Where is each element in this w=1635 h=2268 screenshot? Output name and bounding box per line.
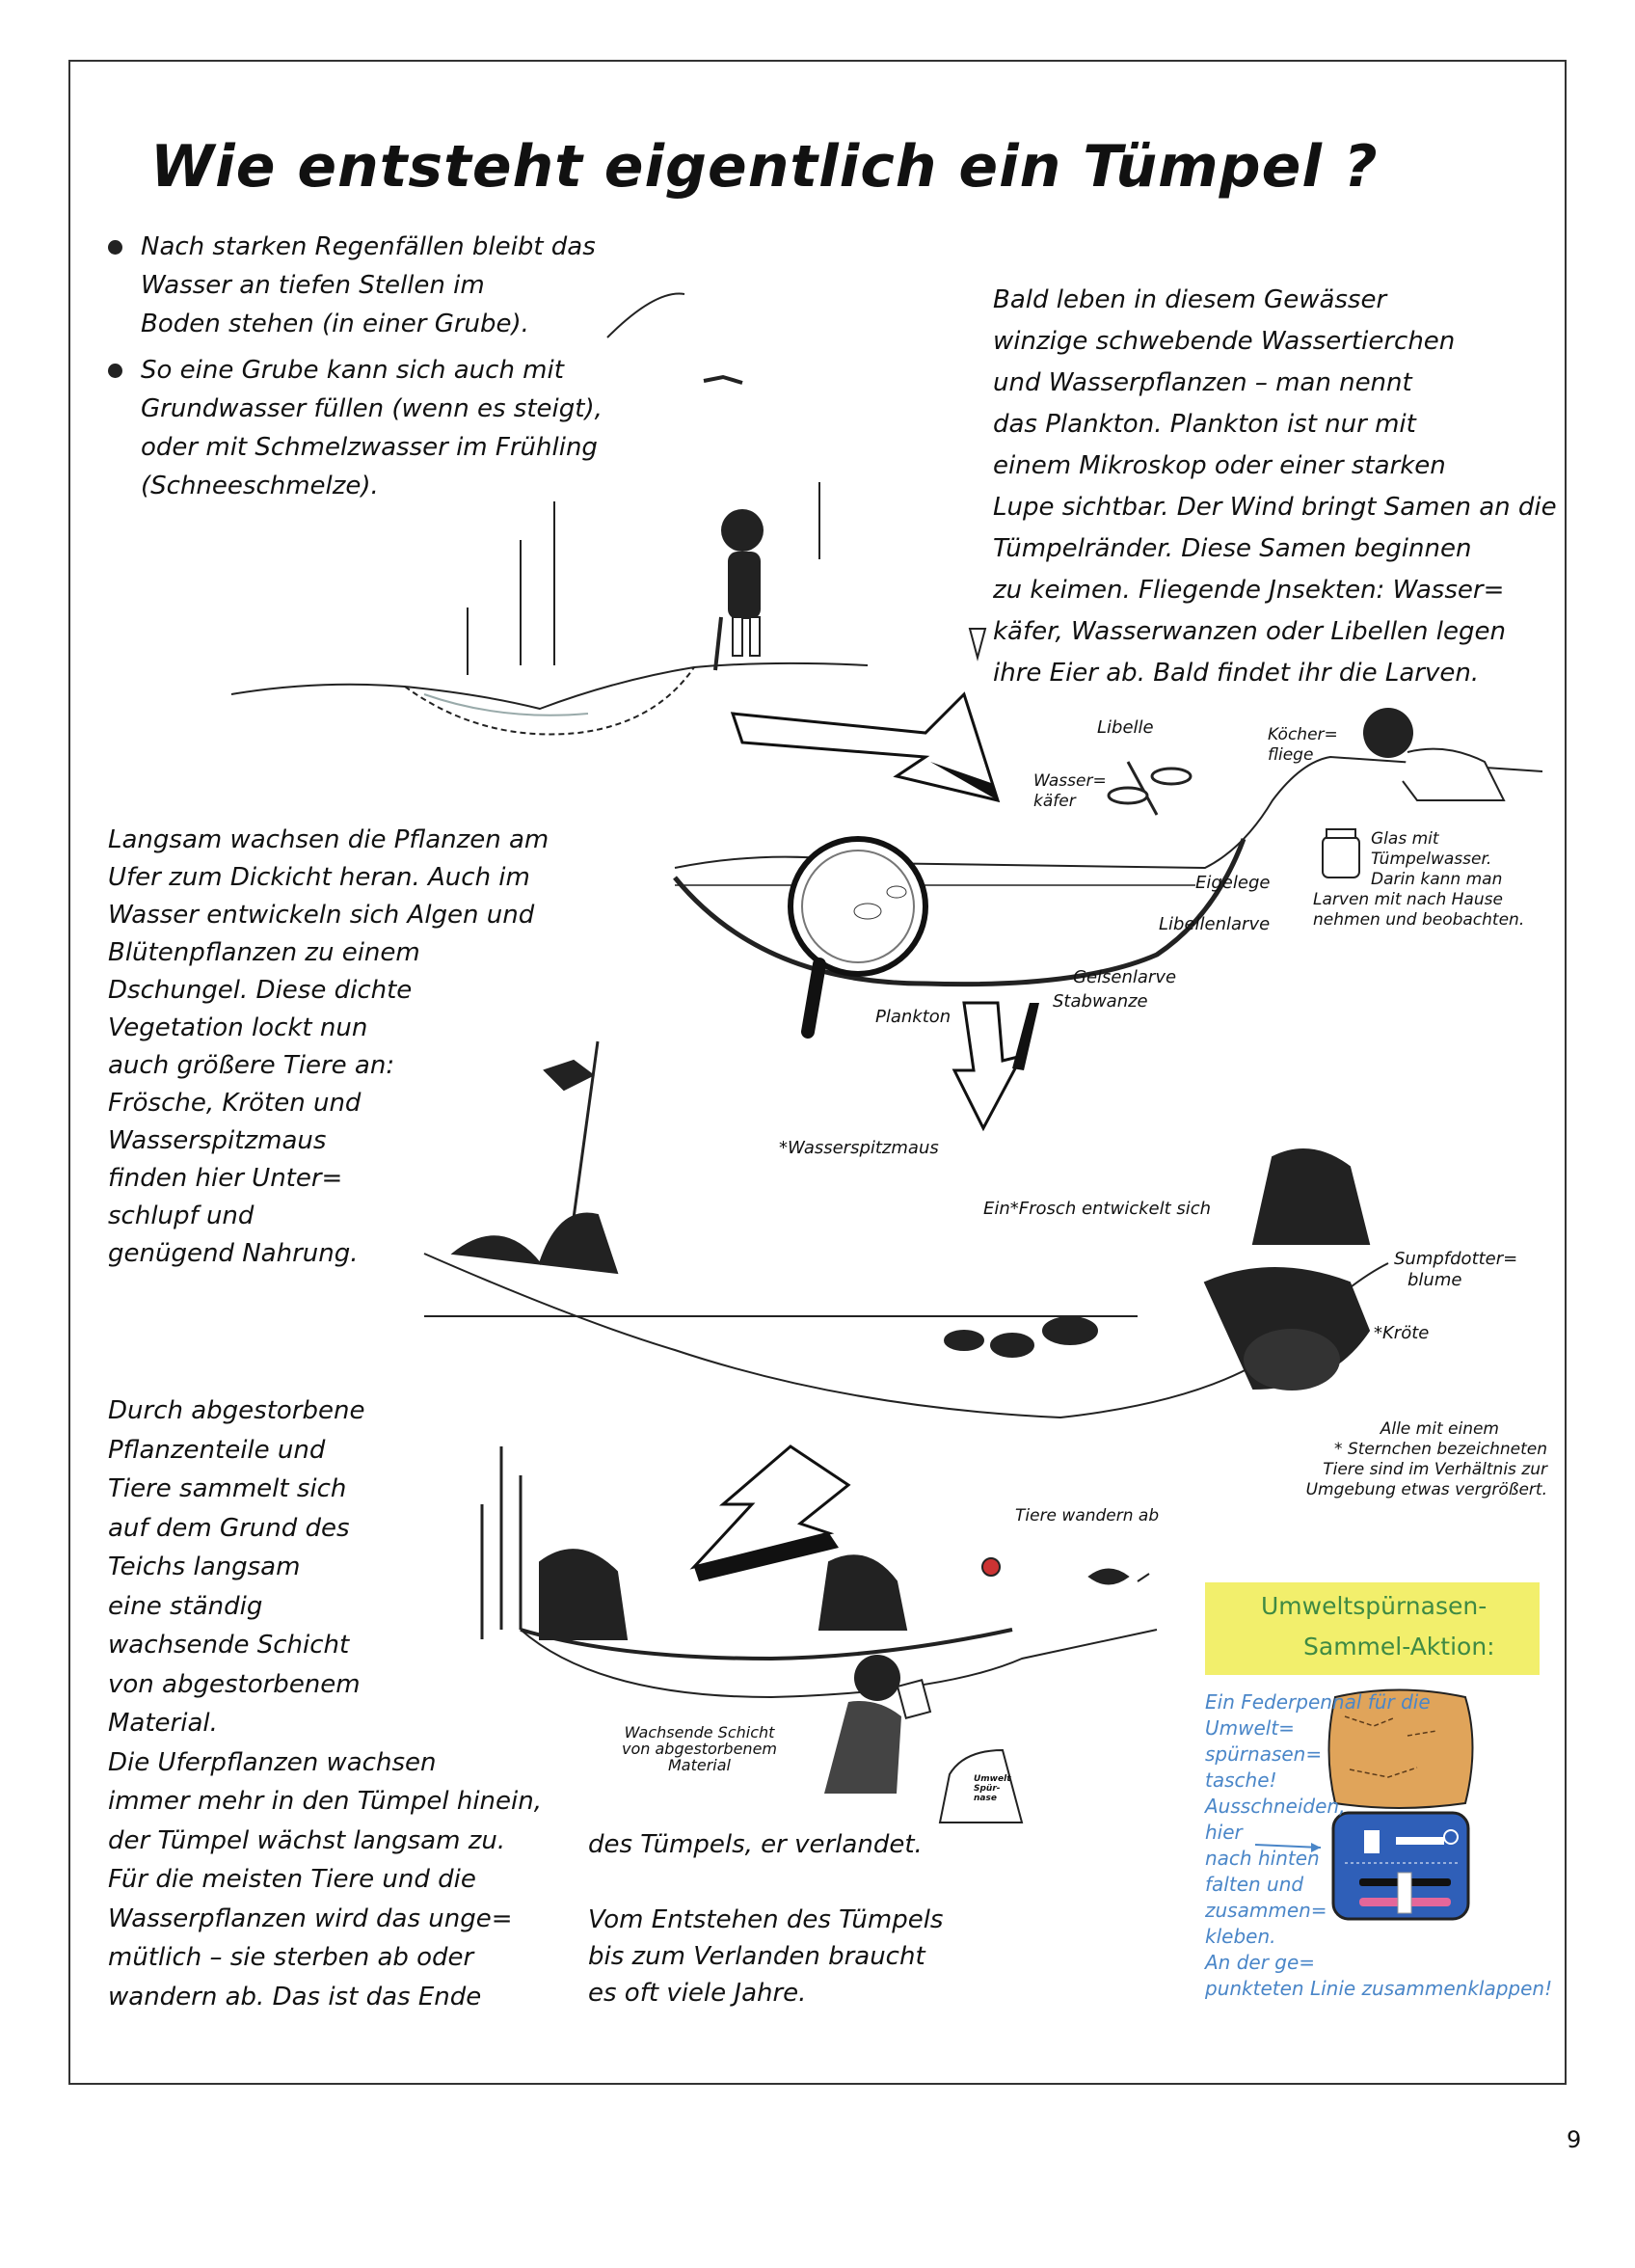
text-line: zu keimen. Fliegende Jnsekten: Wasser=: [993, 576, 1505, 605]
text-line: Umgebung etwas vergrößert.: [1305, 1480, 1547, 1499]
child-with-umbrella-icon: [715, 509, 764, 670]
text-line: Ein Federpennal für die: [1205, 1690, 1431, 1714]
text-line: punkteten Linie zusammenklappen!: [1205, 1977, 1553, 2000]
text-line: An der ge=: [1205, 1951, 1316, 1974]
text-line: mütlich – sie sterben ab oder: [108, 1943, 474, 1972]
text-line: kleben.: [1205, 1925, 1276, 1948]
text-line: Wachsende Schicht: [624, 1723, 775, 1742]
text-line: Langsam wachsen die Pflanzen am: [108, 825, 549, 854]
label-tiere-wandern: Tiere wandern ab: [1015, 1506, 1160, 1526]
text-line: Blütenpflanzen zu einem: [108, 938, 420, 967]
label-schicht: [622, 1724, 777, 1773]
text-line: fliege: [1268, 745, 1314, 765]
text-line: wandern ab. Das ist das Ende: [108, 1982, 482, 2012]
text-line: Spür-: [974, 1784, 1001, 1794]
text-line: zusammen=: [1205, 1899, 1327, 1922]
text-line: auf dem Grund des: [108, 1513, 350, 1543]
text-line: oder mit Schmelzwasser im Frühling: [141, 433, 598, 462]
text-line: Lupe sichtbar. Der Wind bringt Samen an die: [993, 493, 1557, 522]
text-line: nase: [974, 1794, 997, 1803]
text-line: Frösche, Kröten und: [108, 1089, 362, 1118]
label-stabwanze: Stabwanze: [1053, 991, 1148, 1012]
label-libelle: Libelle: [1097, 717, 1154, 738]
text-line: auch größere Tiere an:: [108, 1051, 395, 1080]
action-title-1: Umweltspürnasen-: [1261, 1592, 1488, 1620]
label-frosch: Ein*Frosch entwickelt sich: [983, 1199, 1212, 1219]
text-line: nehmen und beobachten.: [1313, 910, 1525, 930]
text-line: Glas mit: [1371, 829, 1439, 849]
text-line: Wasser entwickeln sich Algen und: [108, 901, 535, 930]
text-line: Alle mit einem: [1380, 1419, 1499, 1439]
text-line: hier: [1205, 1821, 1243, 1844]
text-line: falten und: [1205, 1873, 1304, 1896]
text-line: Nach starken Regenfällen bleibt das: [141, 232, 596, 261]
arrow-2-icon: [954, 1003, 1039, 1128]
text-line: Ausschneiden,: [1205, 1795, 1346, 1818]
arrow-1-icon: [733, 694, 998, 800]
text-line: Wasser=: [1033, 771, 1107, 791]
text-line: ihre Eier ab. Bald findet ihr die Larven.: [993, 659, 1480, 688]
label-libellenlarve: Libellenlarve: [1159, 914, 1271, 934]
text-line: Wasserspitzmaus: [108, 1126, 327, 1155]
text-line: immer mehr in den Tümpel hinein,: [108, 1787, 542, 1816]
text-line: Vegetation lockt nun: [108, 1013, 368, 1042]
text-line: eine ständig: [108, 1591, 263, 1621]
text-line: das Plankton. Plankton ist nur mit: [993, 410, 1416, 439]
text-line: Darin kann man: [1371, 870, 1503, 889]
toad-icon: [1244, 1329, 1340, 1390]
label-eigelege: Eigelege: [1195, 873, 1271, 893]
text-line: genügend Nahrung.: [108, 1239, 359, 1268]
text-line: Für die meisten Tiere und die: [108, 1865, 476, 1894]
text-line: von abgestorbenem: [108, 1669, 361, 1699]
text-line: winzige schwebende Wassertierchen: [993, 327, 1456, 356]
text-line: Wasser an tiefen Stellen im: [141, 271, 485, 300]
text-line: bis zum Verlanden braucht: [588, 1942, 925, 1971]
label-glas: [1313, 829, 1524, 931]
label-wasserspitzmaus: *Wasserspitzmaus: [779, 1138, 939, 1158]
action-instructions: [1205, 1689, 1552, 2002]
text-line: Tiere sammelt sich: [108, 1474, 347, 1503]
label-wasserkaefer: [1033, 771, 1107, 812]
text-line: Material: [668, 1756, 731, 1774]
text-line: Umwelt=: [1205, 1716, 1295, 1740]
text-line: es oft viele Jahre.: [588, 1979, 807, 2008]
text-line: (Schneeschmelze).: [141, 472, 379, 500]
label-sumpfdotterblume: [1394, 1249, 1517, 1291]
arrow-3-icon: [694, 1446, 848, 1581]
text-line: wachsende Schicht: [108, 1631, 350, 1660]
label-plankton: Plankton: [875, 1007, 952, 1027]
text-line: käfer, Wasserwanzen oder Libellen legen: [993, 617, 1506, 646]
text-line: Tiere sind im Verhältnis zur: [1323, 1460, 1547, 1479]
text-line: Dschungel. Diese dichte: [108, 976, 413, 1005]
text-line: Grundwasser füllen (wenn es steigt),: [141, 394, 603, 423]
text-line: nach hinten: [1205, 1847, 1320, 1870]
text-line: von abgestorbenem: [622, 1740, 777, 1758]
text-line: Teichs langsam: [108, 1552, 301, 1581]
magnifier-icon: [791, 839, 925, 1032]
action-box-header: [1205, 1582, 1540, 1675]
end-text-1: des Tümpels, er verlandet.: [588, 1830, 923, 1859]
text-line: Sumpfdotter=: [1394, 1249, 1518, 1269]
label-kroete: *Kröte: [1374, 1323, 1430, 1343]
text-line: So eine Grube kann sich auch mit: [141, 356, 564, 385]
page-title: Wie entsteht eigentlich ein Tümpel ?: [150, 133, 1379, 201]
text-line: Tümpelränder. Diese Samen beginnen: [993, 534, 1472, 563]
text-line: Material.: [108, 1709, 218, 1738]
text-line: spürnasen=: [1205, 1742, 1323, 1766]
label-koecherfliege: [1268, 725, 1338, 766]
sternchen-note: [1253, 1419, 1547, 1500]
text-line: Vom Entstehen des Tümpels: [588, 1905, 944, 1934]
text-line: blume: [1407, 1270, 1462, 1290]
bag-label: [974, 1774, 1011, 1803]
text-line: Bald leben in diesem Gewässer: [993, 285, 1387, 314]
action-title-2: Sammel-Aktion:: [1303, 1633, 1495, 1660]
text-line: tasche!: [1205, 1768, 1277, 1792]
text-line: Wasserpflanzen wird das unge=: [108, 1904, 513, 1933]
rain-pit-scene: [231, 294, 868, 735]
label-gelsenlarve: Gelsenlarve: [1073, 967, 1177, 987]
text-line: Umwelt: [974, 1774, 1011, 1784]
text-line: schlupf und: [108, 1202, 255, 1230]
child-crawling-icon: [1363, 708, 1504, 800]
child-reading-icon: [824, 1655, 930, 1794]
text-line: finden hier Unter=: [108, 1164, 343, 1193]
text-line: Durch abgestorbene: [108, 1396, 365, 1425]
text-line: einem Mikroskop oder einer starken: [993, 451, 1446, 480]
text-line: * Sternchen bezeichneten: [1334, 1440, 1547, 1459]
text-line: Köcher=: [1268, 725, 1338, 744]
text-line: Ufer zum Dickicht heran. Auch im: [108, 863, 530, 892]
text-line: Larven mit nach Hause: [1313, 890, 1503, 909]
triangle-marker-icon: [970, 629, 985, 658]
page-number: 9: [1567, 2126, 1582, 2153]
text-line: Boden stehen (in einer Grube).: [141, 310, 529, 338]
text-line: Tümpelwasser.: [1371, 850, 1492, 869]
text-line: Die Uferpflanzen wachsen: [108, 1747, 437, 1777]
dragonfly-icon: [1109, 762, 1191, 815]
text-line: und Wasserpflanzen – man nennt: [993, 368, 1412, 397]
text-line: Pflanzenteile und: [108, 1435, 326, 1465]
jungle-scene: [424, 1041, 1388, 1418]
text-line: käfer: [1033, 792, 1076, 811]
text-line: der Tümpel wächst langsam zu.: [108, 1825, 506, 1855]
